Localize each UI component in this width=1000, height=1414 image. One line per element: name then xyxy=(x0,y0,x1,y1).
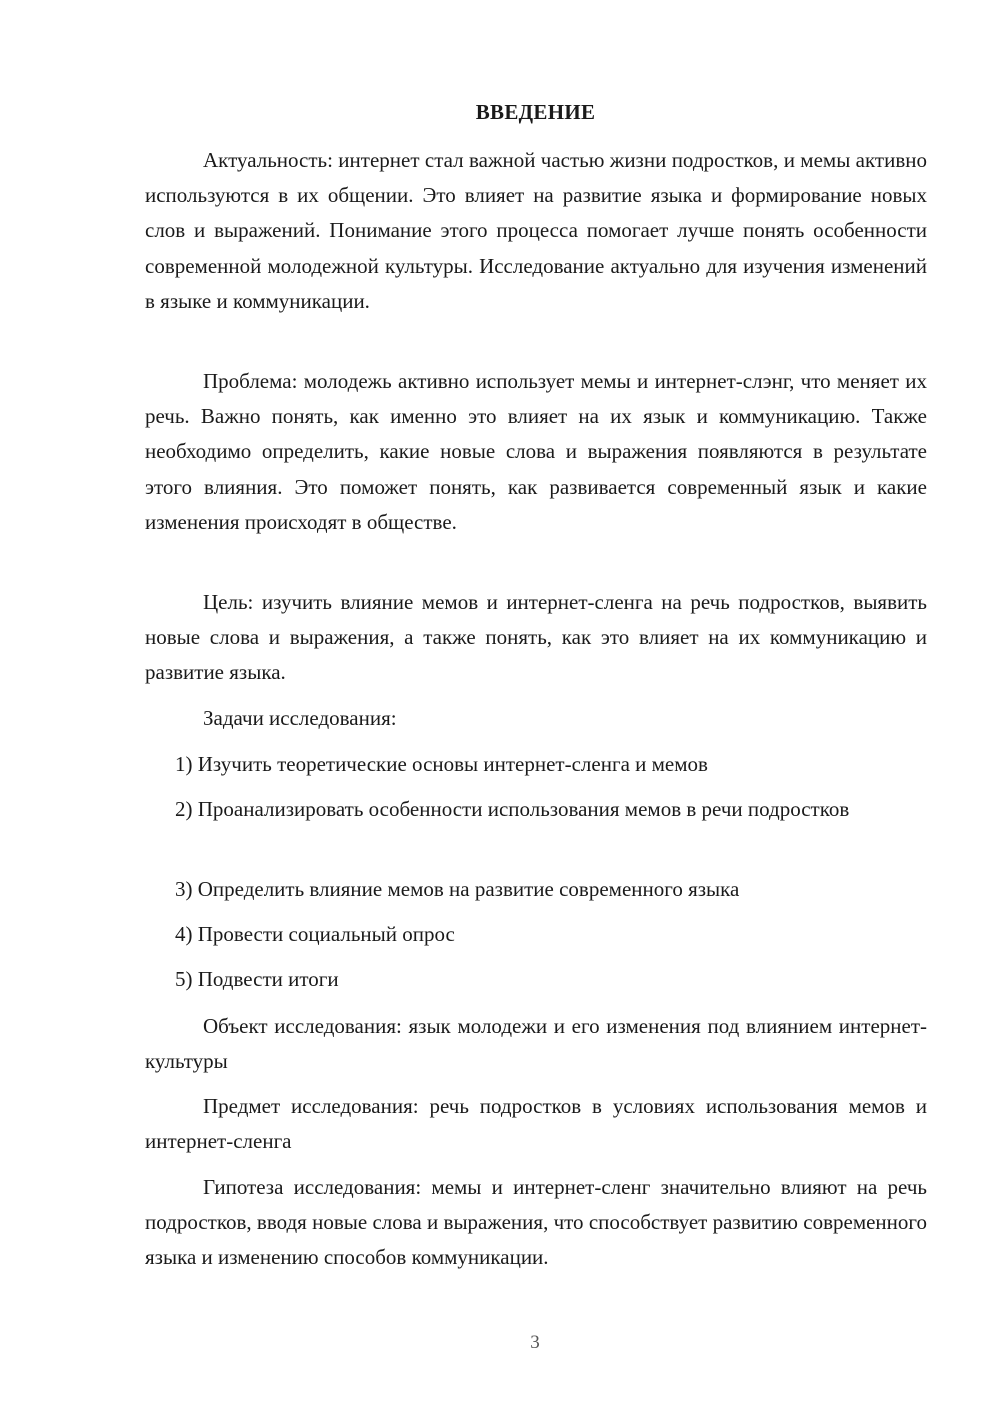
relevance-paragraph: Актуальность: интернет стал важной частью жизни подростков, и мемы активно используются в их общении. Это влияет на развитие языка и формирование новых слов и выражений. Понимание этого процесса помогает лучше понять особенности современной молодежной культуры. Исследование актуально для изучения изменений в языке и коммуникации. xyxy=(145,148,927,313)
task-item: 1) Изучить теоретические основы интернет-сленга и мемов xyxy=(175,752,708,776)
hypothesis-paragraph: Гипотеза исследования: мемы и интернет-сленг значительно влияют на речь подростков, вводя новые слова и выражения, что способствует развитию современного языка и изменению способов коммуникации. xyxy=(145,1175,927,1270)
tasks-heading: Задачи исследования: xyxy=(203,706,397,730)
problem-paragraph: Проблема: молодежь активно использует мемы и интернет-слэнг, что меняет их речь. Важно понять, как именно это влияет на их язык и коммуникацию. Также необходимо определить, какие новые слова и выражения появляются в результате этого влияния. Это поможет понять, как развивается современный язык и какие изменения происходят в обществе. xyxy=(145,369,927,534)
task-item: 3) Определить влияние мемов на развитие современного языка xyxy=(175,877,740,901)
goal-paragraph: Цель: изучить влияние мемов и интернет-сленга на речь подростков, выявить новые слова и выражения, а также понять, как это влияет на их коммуникацию и развитие языка. xyxy=(145,590,927,685)
task-item: 2) Проанализировать особенности использования мемов в речи подростков xyxy=(175,797,850,821)
task-item: 5) Подвести итоги xyxy=(175,967,339,991)
subject-paragraph: Предмет исследования: речь подростков в условиях использования мемов и интернет-сленга xyxy=(145,1094,927,1154)
page-title: ВВЕДЕНИЕ xyxy=(475,100,596,124)
page-number: 3 xyxy=(530,1332,540,1353)
task-item: 4) Провести социальный опрос xyxy=(175,922,455,946)
object-paragraph: Объект исследования: язык молодежи и его изменения под влиянием интернет-культуры xyxy=(145,1014,927,1074)
